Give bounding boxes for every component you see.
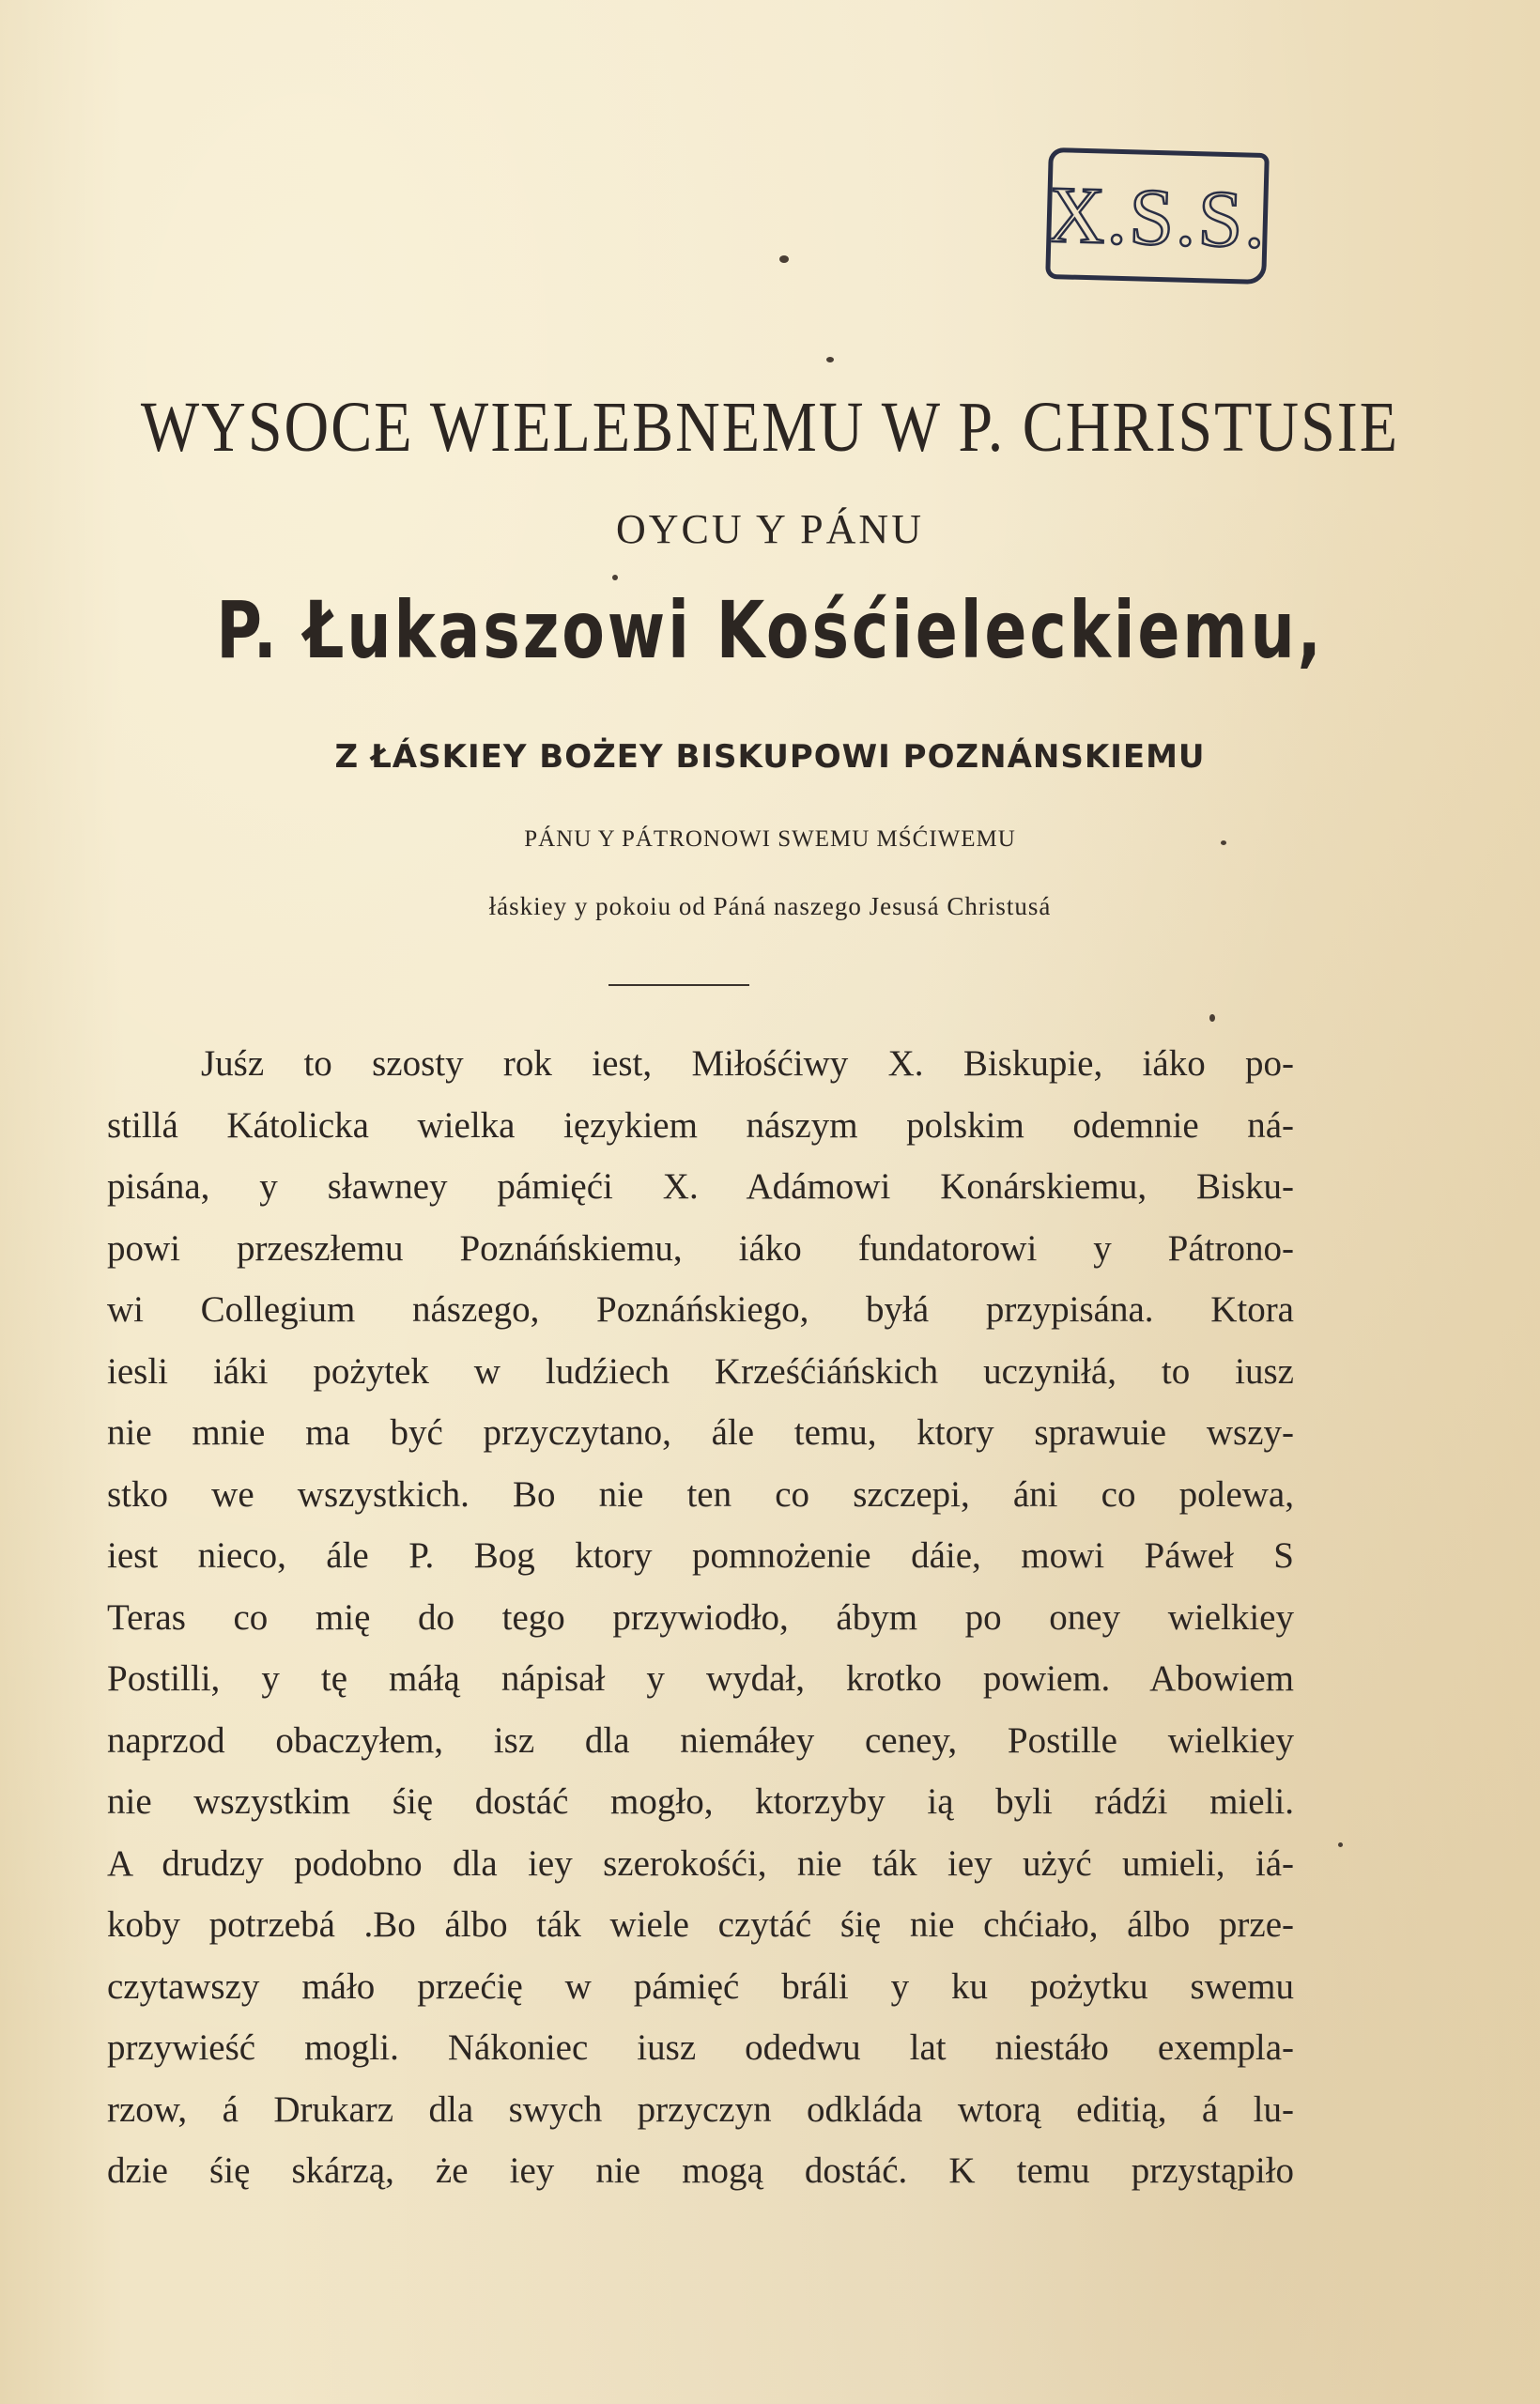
paper-speck [1338, 1842, 1343, 1847]
body-line: powi przeszłemu Poznáńskiemu, iáko fundatorowi y Pátrono- [107, 1227, 1294, 1269]
library-stamp [1045, 147, 1270, 285]
body-line: iesli iáki pożytek w ludźiech Krześćiáńskich uczyniłá, to iusz [107, 1350, 1294, 1392]
body-line: czytawszy máło przećię w pámięć bráli y ku pożytku swemu [107, 1965, 1294, 2007]
body-line: rzow, á Drukarz dla swych przyczyn odkláda wtorą editią, á lu- [107, 2088, 1294, 2130]
body-line: iest nieco, ále P. Bog ktory pomnożenie dáie, mowi Páweł S [107, 1535, 1294, 1576]
dedication-recipient-name: P. Łukaszowi Kośćieleckiemu, [216, 583, 1324, 677]
section-divider [608, 984, 749, 986]
dedication-greeting: łáskiey y pokoiu od Páná naszego Jesusá Christusá [488, 892, 1052, 920]
body-line: koby potrzebá .Bo álbo ták wiele czytáć śię nie chćiało, álbo prze- [107, 1904, 1294, 1945]
body-line: Teras co mię do tego przywiodło, ábym po oney wielkiey [107, 1596, 1294, 1638]
body-line: dzie śię skárzą, że iey nie mogą dostáć. K temu przystąpiło [107, 2150, 1294, 2191]
dedication-recipient-title: Z ŁÁSKIEY BOŻEY BISKUPOWI POZNÁNSKIEMU [334, 738, 1206, 776]
body-line: stko we wszystkich. Bo nie ten co szczepi, áni co polewa, [107, 1473, 1294, 1515]
body-line: naprzod obaczyłem, isz dla niemáłey ceney, Postille wielkiey [107, 1719, 1294, 1761]
body-paragraph [107, 1033, 1294, 2202]
body-line: Postilli, y tę máłą nápisał y wydał, krotko powiem. Abowiem [107, 1658, 1294, 1699]
body-line: wi Collegium nászego, Poznáńskiego, byłá przypisána. Ktora [107, 1289, 1294, 1330]
paper-speck [1221, 840, 1226, 845]
paper-speck [826, 357, 834, 362]
body-line: A drudzy podobno dla iey szerokośći, nie ták iey użyć umieli, iá- [107, 1842, 1294, 1884]
body-line: Juśz to szosty rok iest, Miłośćiwy X. Biskupie, iáko po- [201, 1043, 1294, 1084]
body-line: stillá Kátolicka wielka ięzykiem nászym polskim odemnie ná- [107, 1104, 1294, 1146]
paper-speck [612, 575, 618, 580]
body-line: pisána, y sławney pámięći X. Adámowi Konárskiemu, Bisku- [107, 1166, 1294, 1207]
dedication-heading-line5: PÁNU Y PÁTRONOWI SWEMU MŚĆIWEMU [524, 826, 1016, 852]
dedication-heading-line1: WYSOCE WIELEBNEMU W P. CHRISTUSIE [140, 388, 1400, 468]
dedication-heading-line2: OYCU Y PÁNU [616, 506, 924, 552]
stamp-lettering [1050, 152, 1264, 280]
paper-speck [1209, 1014, 1215, 1022]
body-line: nie mnie ma być przyczytano, ále temu, ktory sprawuie wszy- [107, 1412, 1294, 1453]
paper-speck [779, 255, 789, 263]
svg-text:X.S.S.: X.S.S. [1050, 168, 1265, 266]
body-line: przywieść mogli. Nákoniec iusz odedwu lat niestáło exempla- [107, 2027, 1294, 2068]
body-line: nie wszystkim śię dostáć mogło, ktorzyby ią byli rádźi mieli. [107, 1781, 1294, 1822]
